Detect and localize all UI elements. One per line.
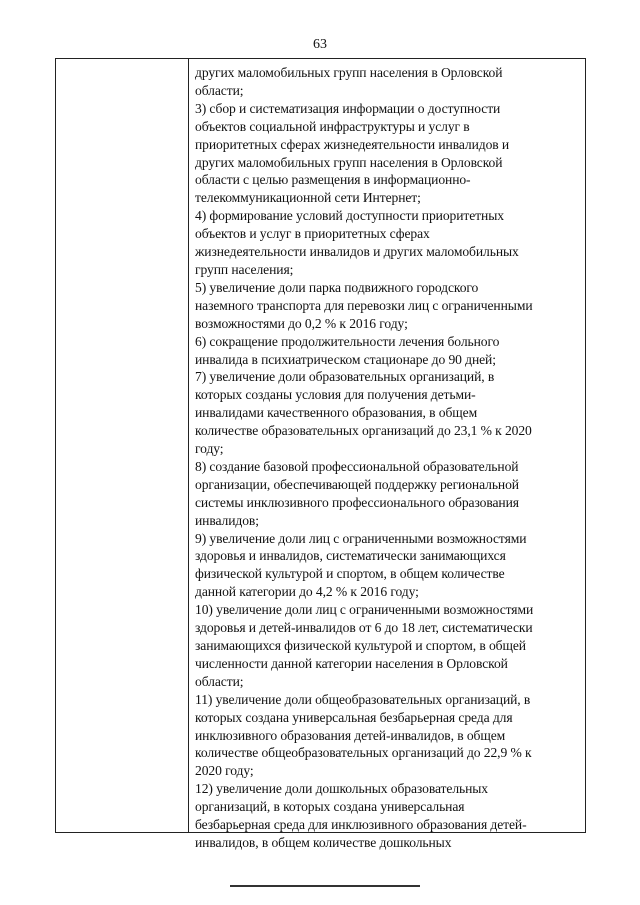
text-line: инвалида в психиатрическом стационаре до 90 дней;	[195, 351, 496, 367]
text-line: 9) увеличение доли лиц с ограниченными возможностями	[195, 530, 527, 546]
page-number: 63	[313, 37, 327, 52]
text-line: 2020 году;	[195, 763, 254, 779]
table-text-cell	[195, 64, 583, 852]
text-line: жизнедеятельности инвалидов и других маломобильных	[195, 244, 519, 260]
text-line: возможностями до 0,2 % к 2016 году;	[195, 315, 408, 331]
text-line: численности данной категории населения в Орловской	[195, 655, 508, 671]
text-line: физической культурой и спортом, в общем количестве	[195, 566, 505, 582]
text-line: 10) увеличение доли лиц с ограниченными возможностями	[195, 602, 534, 618]
text-line: других маломобильных групп населения в Орловской	[195, 65, 503, 80]
text-line: которых создана универсальная безбарьерная среда для	[195, 709, 513, 725]
text-line: году;	[195, 441, 224, 457]
text-line: организации, обеспечивающей поддержку региональной	[195, 476, 519, 492]
text-line: 11) увеличение доли общеобразовательных организаций, в	[195, 691, 531, 707]
text-line: области;	[195, 673, 244, 689]
text-line: 6) сокращение продолжительности лечения больного	[195, 333, 500, 349]
text-line: здоровья и детей-инвалидов от 6 до 18 лет, систематически	[195, 620, 533, 636]
text-line: других маломобильных групп населения в Орловской	[195, 154, 503, 170]
text-line: инклюзивного образования детей-инвалидов, в общем	[195, 727, 506, 743]
text-line: 7) увеличение доли образовательных организаций, в	[195, 369, 495, 385]
text-line: объектов социальной инфраструктуры и услуг в	[195, 118, 470, 134]
text-line: 12) увеличение доли дошкольных образовательных	[195, 781, 489, 797]
text-line: инвалидов, в общем количестве дошкольных	[195, 834, 452, 850]
text-line: инвалидами качественного образования, в общем	[195, 405, 478, 421]
text-line: наземного транспорта для перевозки лиц с ограниченными	[195, 297, 533, 313]
table-left-cell	[56, 59, 188, 832]
text-line: безбарьерная среда для инклюзивного образования детей-	[195, 817, 527, 833]
text-line: данной категории до 4,2 % к 2016 году;	[195, 584, 419, 600]
bottom-rule	[230, 885, 420, 887]
text-line: 4) формирование условий доступности приоритетных	[195, 208, 504, 224]
text-line: телекоммуникационной сети Интернет;	[195, 190, 421, 206]
column-divider	[188, 59, 189, 832]
text-line: организаций, в которых создана универсальная	[195, 799, 465, 815]
text-line: объектов и услуг в приоритетных сферах	[195, 226, 430, 242]
text-line: области с целью размещения в информационно-	[195, 172, 471, 188]
text-line: 8) создание базовой профессиональной образовательной	[195, 458, 519, 474]
text-line: количестве образовательных организаций до 23,1 % к 2020	[195, 423, 532, 439]
text-line: здоровья и инвалидов, систематически занимающихся	[195, 548, 506, 564]
text-line: системы инклюзивного профессионального образования	[195, 494, 519, 510]
text-line: количестве общеобразовательных организаций до 22,9 % к	[195, 745, 532, 761]
text-line: 3) сбор и систематизация информации о доступности	[195, 100, 501, 116]
text-line: приоритетных сферах жизнедеятельности инвалидов и	[195, 136, 510, 152]
text-line: которых созданы условия для получения детьми-	[195, 387, 476, 403]
text-line: 5) увеличение доли парка подвижного городского	[195, 279, 479, 295]
document-table	[55, 58, 586, 850]
text-line: групп населения;	[195, 261, 294, 277]
text-line: инвалидов;	[195, 512, 259, 528]
text-line: занимающихся физической культурой и спортом, в общей	[195, 638, 526, 653]
text-line: области;	[195, 82, 244, 98]
